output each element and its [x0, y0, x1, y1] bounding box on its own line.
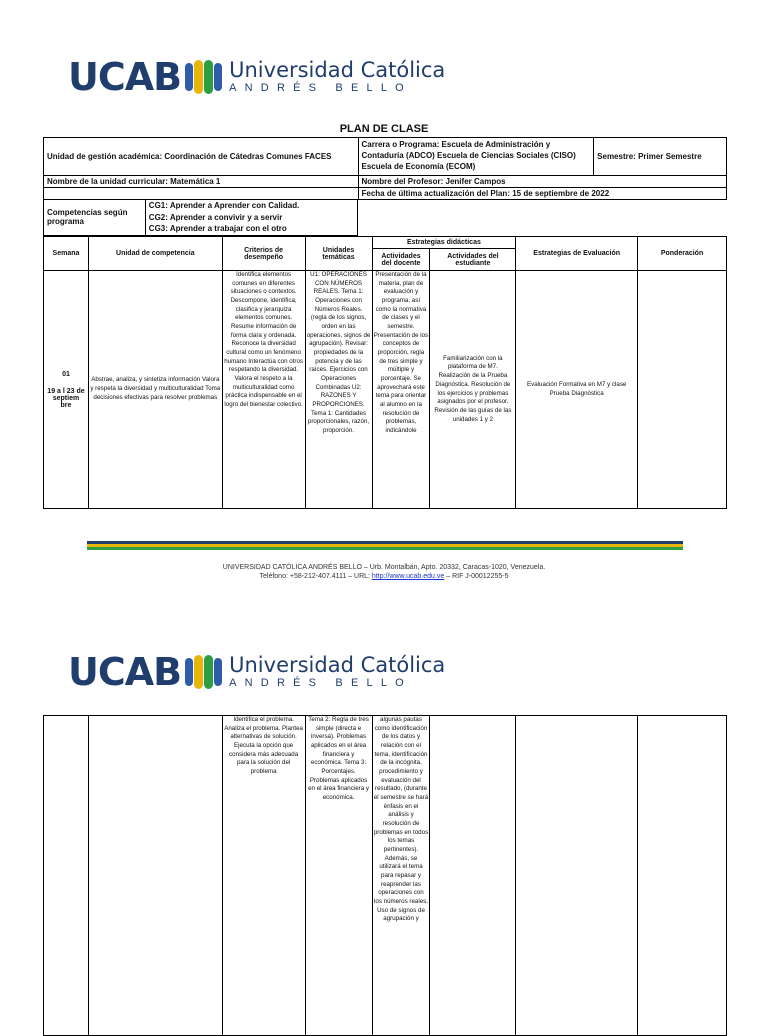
logo-ucab-text: UCAB	[68, 55, 182, 99]
logo-emblem-icon	[184, 57, 226, 97]
col-criterios: Criterios de desempeño	[222, 237, 305, 271]
logo-university-name: Universidad Católica	[229, 653, 446, 677]
cg2: CG2: Aprender a convivir y a servir	[148, 212, 283, 222]
carrera-programa: Carrera o Programa: Escuela de Administración y Contaduría (ADCO) Escuela de Ciencias Sociales (CISO) Escuela de Economía (ECOM)	[358, 138, 594, 176]
logo-ucab-text: UCAB	[68, 650, 182, 694]
competencias-label: Competencias según programa	[44, 200, 146, 236]
criterios-text: Identifica elementos comunes en diferentes situaciones o contextos. Descompone, identifica, clasifica y jerarquiza elementos comunes. Resume información de forma clara y ordenada. Reconoce la diversidad cultural como un fenómeno humano Interactúa con otros respetando la diversidad. Valora el respeto a la multiculturalidad como práctica indispensable en el logro del bienestar colectivo.	[222, 271, 305, 509]
actividades-docente-text: Presentación de la materia, plan de evaluación y programa, así como la normativa de clases y el semestre. Presentación de los conceptos de proporción, regla de tres simple y múltiple y porcentaje. Se aprovechará este tema para orientar al alumno en la resolución de problemas, indicándole	[372, 271, 430, 509]
col-actividades-estudiante: Actividades del estudiante	[430, 249, 516, 271]
col-estrategias-didacticas: Estrategias didácticas	[372, 237, 516, 249]
estrategias-evaluacion-text: Evaluación Formativa en M7 y clase Prueba Diagnóstica	[516, 271, 638, 509]
footer-bars	[87, 541, 683, 550]
actividades-estudiante-text: Familiarización con la plataforma de M7. Realización de la Prueba Diagnóstica. Resolución de los ejercicios y problemas asignados por el profesor. Revisión de las guías de las unidades 1 y 2	[430, 271, 516, 509]
semana-cell	[44, 716, 89, 1036]
col-semana: Semana	[44, 237, 89, 271]
logo-subtitle: ANDRÉS BELLO	[229, 82, 412, 94]
unidades-tematicas-text-page2: Tema 2: Regla de tres simple (directa e inversa). Problemas aplicados en el área financiera y económica. Tema 3: Porcentajes. Problemas aplicados en el área financiera y económica.	[305, 716, 372, 1036]
footer-phone: Teléfono: +58-212-407.4111 – URL:	[259, 573, 372, 581]
unidad-gestion: Unidad de gestión académica: Coordinación de Cátedras Comunes FACES	[44, 138, 359, 176]
criterios-text-page2: Identifica el problema. Analiza el problema. Plantea alternativas de solución. Ejecuta la opción que considera más adecuada para la solución del problema	[222, 716, 305, 1036]
page-title: PLAN DE CLASE	[339, 123, 429, 135]
plan-table	[43, 236, 727, 509]
unidades-tematicas-text: U1: OPERACIONES CON NÚMEROS REALES. Tema 1: Operaciones con Números Reales. (regla de los signos, orden en las operaciones, signos de agrupación). Revisar: propiedades de la potencia y de las raíces. Ejercicios con Operaciones Combinadas U2: RAZONES Y PROPORCIONES. Tema 1: Cantidades proporcionales, razón, proporción.	[305, 271, 372, 509]
ucab-logo-page2	[68, 650, 445, 694]
semestre: Semestre: Primer Semestre	[594, 138, 727, 176]
footer-rif: – RIF J-00012255-5	[444, 573, 509, 581]
actividades-estudiante-cell	[430, 716, 516, 1036]
plan-table-page2	[43, 715, 727, 1036]
blank-cell	[44, 188, 359, 200]
footer-url-link[interactable]: http://www.ucab.edu.ve	[371, 573, 445, 581]
footer-address: UNIVERSIDAD CATÓLICA ANDRÉS BELLO – Urb. Montalbán, Apto. 20332, Caracas-1020, Venezuela.	[222, 564, 546, 571]
col-unidades-tematicas: Unidades temáticas	[305, 237, 372, 271]
competencias-table	[43, 199, 358, 236]
actividades-docente-text-page2: algunas pautas como identificación de los datos y relación con el tema, identificación de la incógnita, procedimiento y evaluación del resultado, (durante el semestre se hará énfasis en el análisis y resolución de problemas en todos los temas pertinentes). Además, se utilizará el tema para repasar y reaprender las operaciones con los números reales. Uso de signos de agrupación y	[372, 716, 430, 1036]
unidad-competencia-cell	[88, 716, 222, 1036]
col-ponderacion: Ponderación	[638, 237, 727, 271]
fecha-actualizacion: Fecha de última actualización del Plan: 15 de septiembre de 2022	[358, 188, 727, 200]
footer	[0, 563, 768, 581]
unidad-curricular: Nombre de la unidad curricular: Matemática 1	[44, 176, 359, 188]
col-unidad-competencia: Unidad de competencia	[88, 237, 222, 271]
ucab-logo	[68, 55, 445, 99]
unidad-competencia-text: Abstrae, analiza, y sintetiza información Valora y respeta la diversidad y multiculturalidad Toma decisiones efectivas para resolver problemas	[88, 271, 222, 509]
logo-subtitle: ANDRÉS BELLO	[229, 677, 412, 689]
logo-emblem-icon	[184, 652, 226, 692]
header-table	[43, 137, 727, 200]
semana-fecha: 19 a l 23 de septiem bre	[47, 387, 85, 409]
nombre-profesor: Nombre del Profesor: Jenifer Campos	[358, 176, 727, 188]
table-row	[44, 716, 727, 1036]
col-estrategias-evaluacion: Estrategias de Evaluación	[516, 237, 638, 271]
cg3: CG3: Aprender a trabajar con el otro	[148, 224, 287, 234]
col-actividades-docente: Actividades del docente	[372, 249, 430, 271]
cg1: CG1: Aprender a Aprender con Calidad.	[148, 201, 300, 210]
semana-number: 01	[62, 370, 70, 378]
ponderacion-text	[638, 271, 727, 509]
ponderacion-cell	[638, 716, 727, 1036]
logo-university-name: Universidad Católica	[229, 58, 446, 82]
table-row	[44, 271, 727, 509]
estrategias-evaluacion-cell	[516, 716, 638, 1036]
